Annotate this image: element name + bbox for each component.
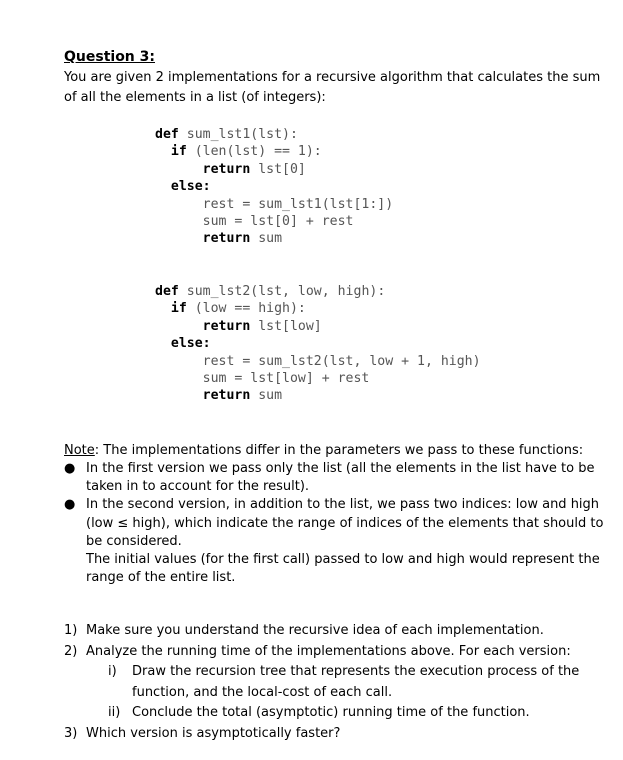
code-line: sum = lst[low] + rest: [155, 370, 370, 386]
code-block-sum-lst2: [155, 283, 481, 405]
code-line: def sum_lst2(lst, low, high):: [155, 284, 386, 299]
code-line: else:: [155, 179, 211, 195]
code-line: rest = sum_lst2(lst, low + 1, high): [155, 353, 481, 369]
bullet-icon: ●: [64, 461, 76, 476]
question-list: [64, 621, 616, 745]
code-block-sum-lst1: [155, 126, 393, 248]
bullet-item: ● In the second version, in addition to the list, we pass two indices: low and high (low ≤ high), which indicate the range of indices of the elements that should to be considered. The initial values (for the first call) passed to low and high would represent the range of the entire list.: [64, 497, 604, 586]
code-line: def sum_lst1(lst):: [155, 127, 298, 142]
sub-question-item: ii) Conclude the total (asymptotic) running time of the function.: [108, 705, 530, 721]
bullet-item: ● In the first version we pass only the list (all the elements in the list have to be taken in to account for the result).: [64, 461, 595, 495]
question-title: Question 3:: [64, 49, 155, 65]
code-line: return lst[0]: [155, 161, 306, 177]
question-intro: You are given 2 implementations for a recursive algorithm that calculates the sum of all the elements in a list (of integers):: [64, 70, 601, 105]
code-line: sum = lst[0] + rest: [155, 213, 354, 229]
bullet-icon: ●: [64, 497, 76, 513]
code-line: if (low == high):: [155, 301, 306, 317]
note-section: [64, 441, 609, 587]
code-line: else:: [155, 336, 211, 352]
note-heading: Note: The implementations differ in the parameters we pass to these functions:: [64, 443, 584, 458]
sub-question-item: i) Draw the recursion tree that represents the execution process of the function, and the local-cost of each call.: [108, 664, 580, 700]
code-line: return sum: [155, 388, 283, 404]
code-line: rest = sum_lst1(lst[1:]): [155, 196, 394, 212]
code-line: return lst[low]: [155, 318, 322, 334]
code-line: return sum: [155, 231, 283, 247]
question-item: 3) Which version is asymptotically faster?: [64, 725, 341, 741]
question-item: 2) Analyze the running time of the implementations above. For each version:: [64, 643, 571, 659]
code-line: if (len(lst) == 1):: [155, 144, 322, 160]
question-item: 1) Make sure you understand the recursive idea of each implementation.: [64, 623, 544, 638]
note-bullets: [64, 460, 609, 587]
